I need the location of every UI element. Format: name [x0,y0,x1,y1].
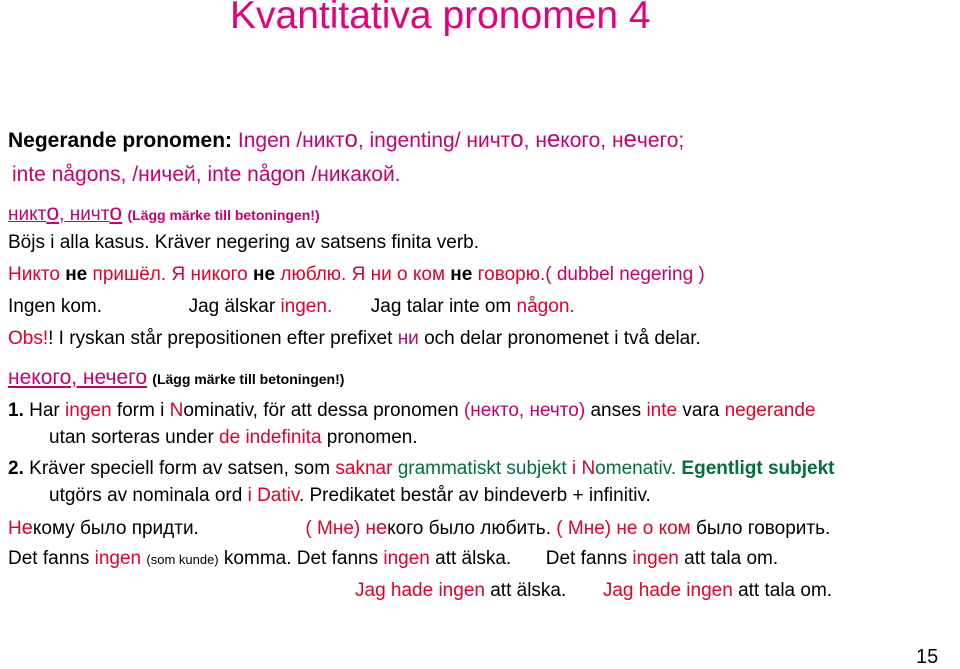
text-fragment: ни о ком [370,264,446,285]
text-fragment: att älska. [490,580,567,601]
text-fragment: (som kunde) [146,552,219,567]
text-fragment: никакой [317,163,395,186]
line-rule-1 [8,400,815,422]
text-fragment: никого [190,264,248,285]
stressed-vowel: е [546,126,561,153]
text-fragment: Jag hade ingen [602,580,733,601]
text-fragment: (некто, нечто) [463,400,586,421]
text-fragment: utgörs av nominala ord [49,485,243,506]
text-fragment: utan sorteras under [49,427,214,448]
text-fragment: Obs! [8,328,49,349]
line-swedish-examples [8,296,575,318]
text-fragment: Kräver speciell form av satsen, som [29,458,331,479]
text-fragment: не [65,264,88,285]
text-fragment: , ничт [59,204,110,225]
text-fragment: Ingen /никт [237,129,345,152]
text-fragment: N [169,400,184,421]
text-fragment: någon. [516,296,575,317]
text-fragment: , inte någon / [195,163,318,186]
text-fragment: было говорить. [696,518,831,539]
line-stress-note [8,199,320,226]
text-fragment: Det fanns [8,548,90,569]
text-fragment: form i [116,400,165,421]
stressed-vowel: о [344,126,358,153]
text-fragment: люблю. Я [280,264,366,285]
text-fragment: i [571,458,577,479]
line-rule-2-cont [49,485,651,507]
line-obs-note [8,328,701,350]
text-fragment: negerande [724,400,816,421]
stressed-vowel: е [21,517,33,539]
text-fragment: ingen [94,548,142,569]
text-fragment: Никто [8,264,60,285]
text-fragment: 2. [8,458,24,479]
text-fragment: inte någons, / [12,163,139,186]
line-rule-2 [8,458,835,480]
line-negative-pronouns [8,126,684,154]
text-fragment: никт [8,204,47,225]
text-fragment: Jag hade ingen [355,580,485,601]
text-fragment: och delar pronomenet i två delar. [424,328,701,349]
stress-remark: (Lägg märke till betoningen!) [127,207,320,223]
text-fragment: 1. [8,400,24,421]
stressed-vowel: о [109,199,123,225]
text-fragment: pronomen. [326,427,418,448]
text-fragment: не о ком [616,518,691,539]
text-fragment: i Dativ [247,485,299,506]
line-rule-1-cont [49,427,418,449]
text-fragment: чего; [636,129,685,152]
text-fragment: пришёл. Я [92,264,186,285]
text-fragment: ingen [632,548,679,569]
stressed-vowel: е [623,126,637,153]
text-fragment: ingen. [280,296,333,317]
line-possessive-negatives [12,163,401,187]
text-fragment: , ingenting/ ничт [357,129,511,152]
heading-negative-pronouns: Negerande pronomen: [8,129,233,152]
text-fragment: ( Мне) [556,518,612,539]
slide-title: Kvantitativa pronomen 4 [230,0,651,37]
text-fragment: inte [646,400,678,421]
line-jag-hade [355,580,832,602]
text-fragment: кого было любить. [387,518,551,539]
text-fragment: ingen [383,548,430,569]
text-fragment: ! I ryskan står prepositionen efter prefixet [48,328,393,349]
stressed-vowel: о [46,199,60,225]
text-fragment: н [365,518,377,539]
text-fragment: некого, нечего [8,366,148,389]
line-russian-examples [8,264,705,286]
text-fragment: Böjs i alla kasus. Kräver negering av satsens finita verb. [8,232,480,253]
line-det-fanns [8,548,778,570]
text-fragment: кого, н [560,129,624,152]
text-fragment: grammatiskt subjekt [397,458,567,479]
text-fragment: ни [397,328,419,349]
text-fragment: Har [29,400,60,421]
line-nekogo [8,366,344,390]
text-fragment: vara [682,400,720,421]
text-fragment: кому было придти. [32,518,199,539]
text-fragment: Jag talar inte om [370,296,512,317]
stressed-vowel: е [376,517,388,539]
text-fragment: ( dubbel negering ) [545,264,705,285]
line-dative-examples [8,517,830,540]
text-fragment: ничей [138,163,196,186]
text-fragment: omenativ. [595,458,677,479]
text-fragment: att älska. [435,548,512,569]
text-fragment: ominativ, för att dessa pronomen [183,400,459,421]
page-number: 15 [916,646,939,668]
stress-remark: (Lägg märke till betoningen!) [152,371,345,387]
text-fragment: . [394,163,401,186]
stressed-vowel: о [510,126,524,153]
text-fragment: Ingen kom. [8,296,102,317]
text-fragment: komma. Det fanns [223,548,379,569]
text-fragment: ( Мне) [305,518,361,539]
text-fragment: att tala om. [738,580,833,601]
text-fragment: N [581,458,596,479]
text-fragment: , н [523,129,547,152]
text-fragment: att tala om. [684,548,779,569]
text-fragment: Det fanns [545,548,628,569]
text-fragment: Н [8,518,22,539]
text-fragment: de indefinita [219,427,322,448]
line-declension [8,232,479,254]
text-fragment: . Predikatet består av bindeverb + infinitiv. [298,485,651,506]
text-fragment: anses [590,400,642,421]
text-fragment: saknar [335,458,393,479]
text-fragment: ingen [65,400,112,421]
text-fragment: не [253,264,276,285]
text-fragment: Jag älskar [188,296,276,317]
text-fragment: говорю. [477,264,546,285]
text-fragment: Egentligt subjekt [681,458,835,479]
text-fragment: не [450,264,473,285]
